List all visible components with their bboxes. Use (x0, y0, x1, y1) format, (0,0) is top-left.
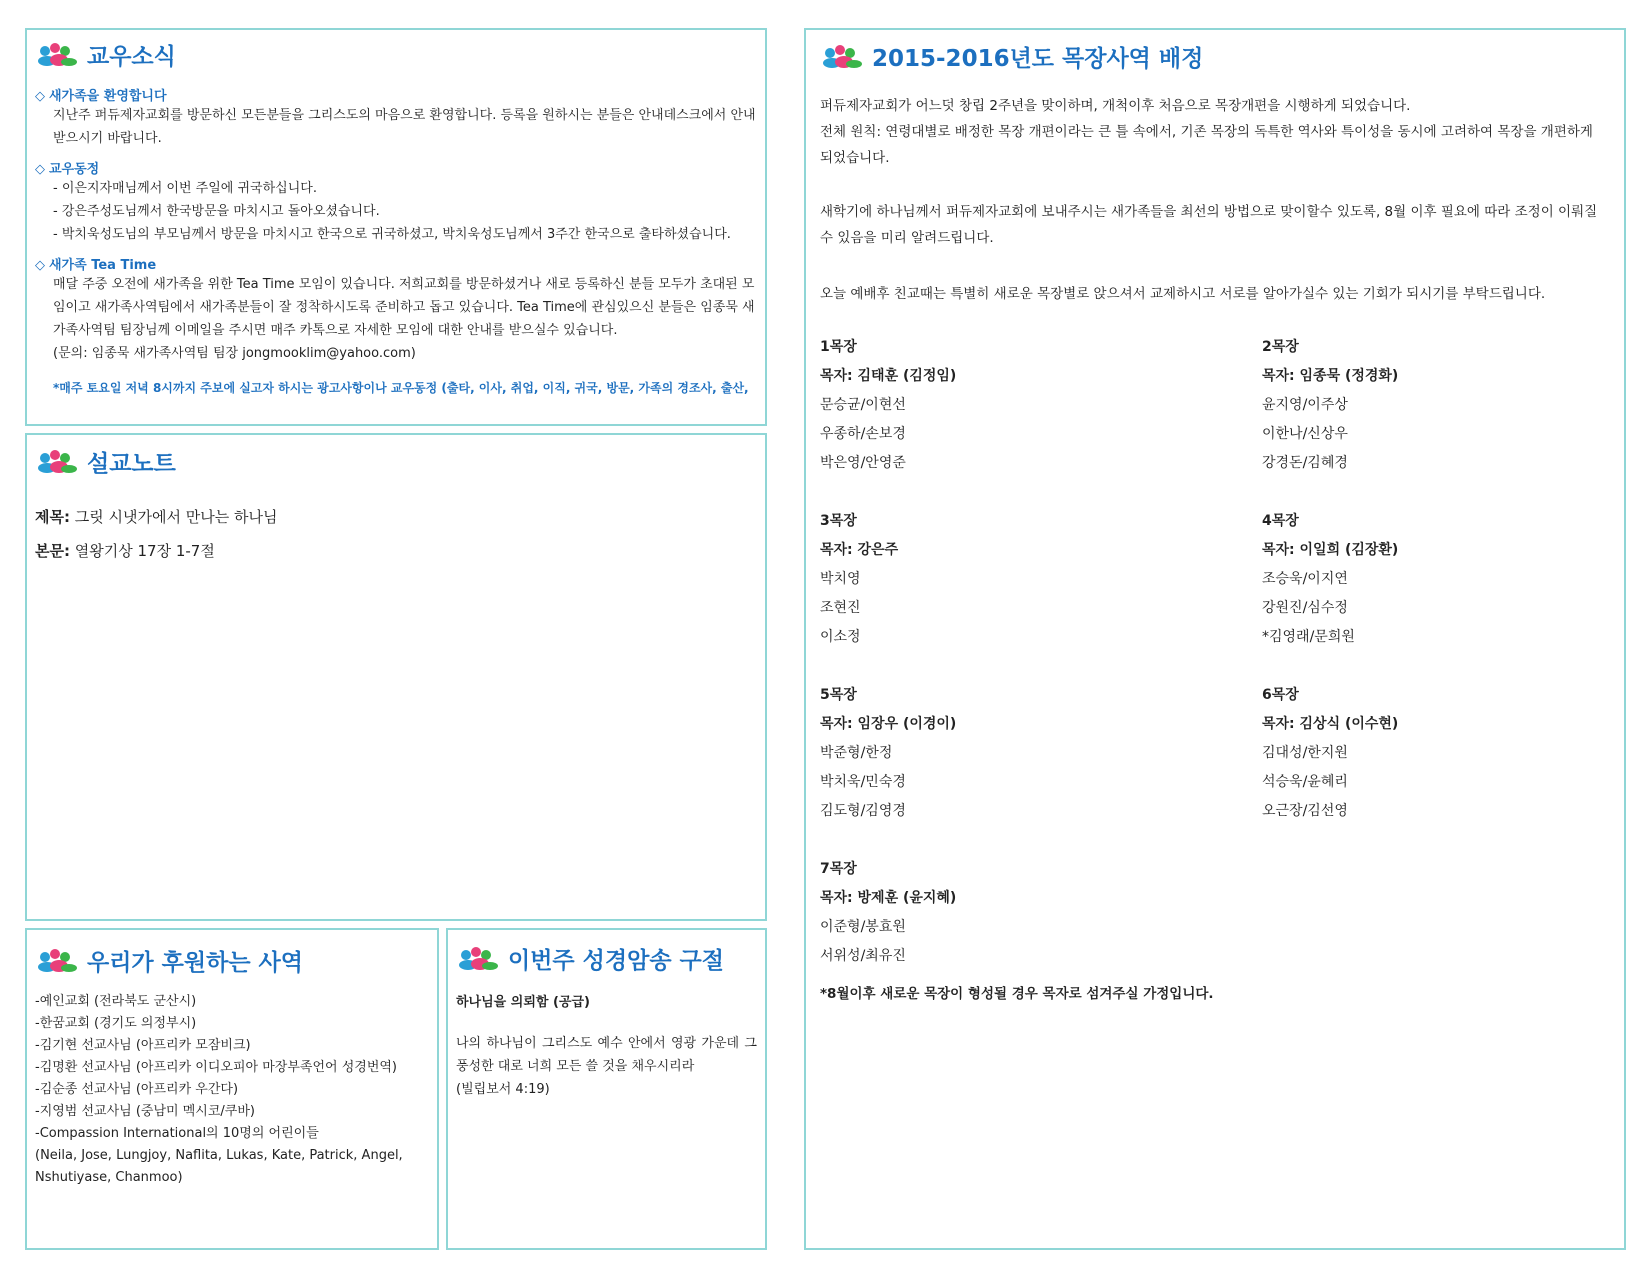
list-item: -지영범 선교사님 (중남미 멕시코/쿠바) (35, 1104, 255, 1119)
list-item: -한꿈교회 (경기도 의정부시) (35, 1016, 197, 1031)
groups-intro: 퍼듀제자교회가 어느덧 창립 2주년을 맞이하며, 개척이후 처음으로 목장개편을 시행하게 되었습니다. (820, 98, 1411, 114)
group-4: 4목장 목자: 이일희 (김장환) 조승욱/이지연 강원진/심수정 *김영래/문희원 (1262, 513, 1399, 645)
news-title: 교우소식 (87, 44, 176, 70)
sermon-header (35, 445, 757, 478)
tea-contact: (문의: 임종묵 새가족사역팀 팀장 jongmooklim@yahoo.com) (53, 346, 416, 361)
group-2: 2목장 목자: 임종묵 (정경화) 윤지영/이주상 이한나/신상우 강경돈/김혜경 (1262, 339, 1399, 471)
support-list (35, 991, 429, 1189)
diamond-icon: ◇ (35, 89, 45, 104)
sermon-title: 설교노트 (87, 451, 176, 477)
sermon-subject: 제목: 그릿 시냇가에서 만나는 하나님 (35, 508, 278, 526)
diamond-icon: ◇ (35, 258, 45, 273)
church-logo-icon (35, 449, 79, 475)
groups-footnote: *8월이후 새로운 목장이 형성될 경우 목자로 섬겨주실 가정입니다. (820, 986, 1214, 1002)
church-logo-icon (820, 44, 864, 70)
group-7: 7목장 목자: 방제훈 (윤지혜) 이준형/봉효원 서위성/최유진 (820, 861, 957, 964)
church-logo-icon (35, 948, 79, 974)
list-item: - 이은지자매님께서 이번 주일에 귀국하십니다. (53, 181, 317, 196)
notice-text: *매주 토요일 저녁 8시까지 주보에 실고자 하시는 광고사항이나 교우동정 (출타, 이사, 취업, 이직, 귀국, 방문, 가족의 경조사, 출산, (53, 381, 749, 395)
sermon-text: 본문: 열왕기상 17장 1-7절 (35, 542, 215, 560)
groups-section (804, 28, 1626, 1250)
verse-section (446, 928, 767, 1250)
verse-header (456, 942, 757, 975)
news-section (25, 28, 767, 426)
welcome-text: 지난주 퍼듀제자교회를 방문하신 모든분들을 그리스도의 마음으로 환영합니다. 등록을 원하시는 분들은 안내데스크에서 안내 받으시기 바랍니다. (53, 108, 756, 146)
members-list (35, 177, 757, 246)
church-logo-icon (456, 946, 500, 972)
list-item: -예인교회 (전라북도 군산시) (35, 994, 197, 1009)
church-logo-icon (35, 42, 79, 68)
group-list (820, 333, 1610, 973)
group-1: 1목장 목자: 김태훈 (김정임) 문승균/이현선 우종하/손보경 박은영/안영준 (820, 339, 957, 471)
groups-request: 오늘 예배후 친교때는 특별히 새로운 목장별로 앉으셔서 교제하시고 서로를 알아가실수 있는 기회가 되시기를 부탁드립니다. (820, 286, 1546, 302)
tea-text: 매달 주중 오전에 새가족을 위한 Tea Time 모임이 있습니다. 저희교회를 방문하셨거나 새로 등록하신 분들 모두가 초대된 모임이고 새가족사역팀에서 새가족분들이 잘 정착하시도록 준비하고 돕고 있습니다. Tea Time에 관심있으신 분들은 임종묵 새가족사역팀 팀장님께 이메일을 주시면 매주 카톡으로 자세한 모임에 대한 안내를 받으실수 있습니다. (53, 277, 755, 338)
list-item: - 강은주성도님께서 한국방문을 마치시고 돌아오셨습니다. (53, 204, 380, 219)
groups-header (820, 40, 1610, 73)
tea-heading: ◇ 새가족 Tea Time (35, 258, 157, 273)
sermon-section (25, 433, 767, 921)
support-header (35, 944, 429, 977)
diamond-icon: ◇ (35, 162, 45, 177)
list-item: -김기현 선교사님 (아프리카 모잠비크) (35, 1038, 251, 1053)
groups-title: 2015-2016년도 목장사역 배정 (872, 46, 1204, 72)
welcome-heading: ◇ 새가족을 환영합니다 (35, 89, 167, 104)
list-item: (Neila, Jose, Lungjoy, Naflita, Lukas, Kate, Patrick, Angel, Nshutiyase, Chanmoo) (35, 1148, 403, 1185)
groups-adjust: 새학기에 하나님께서 퍼듀제자교회에 보내주시는 새가족들을 최선의 방법으로 맞이할수 있도록, 8월 이후 필요에 따라 조정이 이뤄질수 있음을 미리 알려드립니다. (820, 204, 1598, 246)
list-item: -김순종 선교사님 (아프리카 우간다) (35, 1082, 239, 1097)
group-6: 6목장 목자: 김상식 (이수현) 김대성/한지원 석승욱/윤혜리 오근장/김선영 (1262, 687, 1399, 819)
support-section (25, 928, 439, 1250)
list-item: -Compassion International의 10명의 어린이들 (35, 1126, 319, 1141)
list-item: -김명환 선교사님 (아프리카 이디오피아 마장부족언어 성경번역) (35, 1060, 398, 1075)
support-title: 우리가 후원하는 사역 (87, 950, 303, 976)
members-heading: ◇ 교우동정 (35, 162, 100, 177)
verse-text: 나의 하나님이 그리스도 예수 안에서 영광 가운데 그 풍성한 대로 너희 모든 쓸 것을 채우시리라 (456, 1036, 757, 1074)
list-item: - 박치욱성도님의 부모님께서 방문을 마치시고 한국으로 귀국하셨고, 박치욱성도님께서 3주간 한국으로 출타하셨습니다. (53, 227, 731, 242)
verse-topic: 하나님을 의뢰함 (공급) (456, 995, 590, 1010)
verse-title: 이번주 성경암송 구절 (508, 948, 724, 974)
verse-reference: (빌립보서 4:19) (456, 1082, 550, 1097)
group-5: 5목장 목자: 임장우 (이경이) 박준형/한정 박치욱/민숙경 김도형/김영경 (820, 687, 957, 819)
groups-principle: 전체 원칙: 연령대별로 배정한 목장 개편이라는 큰 틀 속에서, 기존 목장의 독특한 역사와 특이성을 동시에 고려하여 목장을 개편하게 되었습니다. (820, 124, 1593, 166)
news-header (35, 38, 757, 71)
group-3: 3목장 목자: 강은주 박치영 조현진 이소정 (820, 513, 899, 645)
